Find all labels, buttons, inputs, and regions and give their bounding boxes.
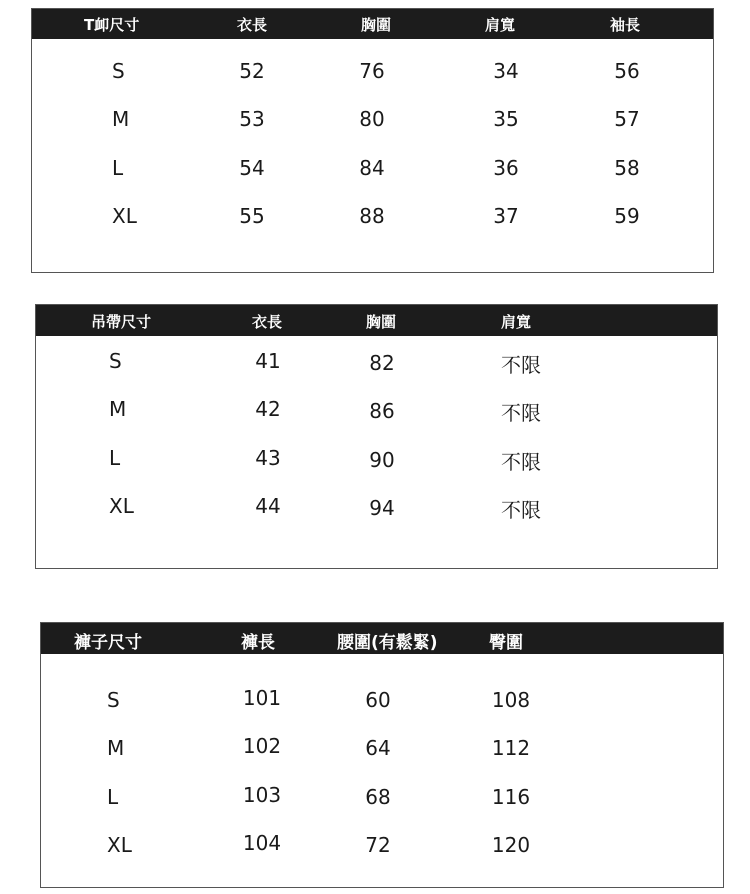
header-cell-waist: 腰圍(有鬆緊) <box>337 633 438 653</box>
size-label: S <box>107 688 120 712</box>
hip-value: 116 <box>491 785 531 809</box>
size-label: XL <box>109 494 134 518</box>
pants-size-table <box>40 622 724 888</box>
length-value: 54 <box>239 156 265 180</box>
sleeve-value: 56 <box>614 59 640 83</box>
header-cell-chest: 胸圍 <box>361 16 392 34</box>
shoulder-value: 35 <box>493 107 519 131</box>
size-label: M <box>112 107 130 131</box>
length-value: 52 <box>239 59 265 83</box>
chest-value: 90 <box>369 448 395 472</box>
header-cell-length: 衣長 <box>237 16 268 34</box>
strap-size-table <box>35 304 718 569</box>
sleeve-value: 59 <box>614 204 640 228</box>
hip-value: 112 <box>491 736 531 760</box>
pants-length-value: 101 <box>242 686 282 710</box>
pants-length-value: 103 <box>242 783 282 807</box>
header-cell-chest: 胸圍 <box>366 313 397 331</box>
size-label: L <box>112 156 124 180</box>
size-label: L <box>109 446 121 470</box>
size-label: L <box>107 785 119 809</box>
header-cell-shoulder: 肩寬 <box>501 313 532 331</box>
hip-value: 120 <box>491 833 531 857</box>
waist-value: 72 <box>365 833 391 857</box>
size-label: XL <box>112 204 137 228</box>
chest-value: 84 <box>359 156 385 180</box>
pants-length-value: 104 <box>242 831 282 855</box>
shoulder-value: 36 <box>493 156 519 180</box>
strap-table-header <box>36 305 717 336</box>
length-value: 55 <box>239 204 265 228</box>
shoulder-value: 37 <box>493 204 519 228</box>
length-value: 44 <box>255 494 281 518</box>
sleeve-value: 58 <box>614 156 640 180</box>
header-cell-size: T卹尺寸 <box>84 16 140 34</box>
shoulder-value: 不限 <box>501 450 541 474</box>
pants-length-value: 102 <box>242 734 282 758</box>
size-label: S <box>112 59 125 83</box>
hip-value: 108 <box>491 688 531 712</box>
header-cell-size: 吊帶尺寸 <box>91 313 152 331</box>
length-value: 43 <box>255 446 281 470</box>
chest-value: 86 <box>369 399 395 423</box>
waist-value: 64 <box>365 736 391 760</box>
shoulder-value: 34 <box>493 59 519 83</box>
waist-value: 60 <box>365 688 391 712</box>
chest-value: 80 <box>359 107 385 131</box>
size-label: M <box>107 736 125 760</box>
size-label: S <box>109 349 122 373</box>
length-value: 53 <box>239 107 265 131</box>
sleeve-value: 57 <box>614 107 640 131</box>
size-label: XL <box>107 833 132 857</box>
header-cell-shoulder: 肩寬 <box>485 16 516 34</box>
header-cell-size: 褲子尺寸 <box>74 633 142 653</box>
tshirt-size-table <box>31 8 714 273</box>
shoulder-value: 不限 <box>501 353 541 377</box>
header-cell-hip: 臀圍 <box>489 633 523 653</box>
chest-value: 94 <box>369 496 395 520</box>
length-value: 42 <box>255 397 281 421</box>
waist-value: 68 <box>365 785 391 809</box>
header-cell-length: 衣長 <box>252 313 283 331</box>
chest-value: 76 <box>359 59 385 83</box>
pants-table-header <box>41 623 723 654</box>
header-cell-pants-length: 褲長 <box>241 633 275 653</box>
shoulder-value: 不限 <box>501 401 541 425</box>
tshirt-table-header <box>32 9 713 39</box>
length-value: 41 <box>255 349 281 373</box>
header-cell-sleeve: 袖長 <box>610 16 641 34</box>
size-label: M <box>109 397 127 421</box>
chest-value: 82 <box>369 351 395 375</box>
shoulder-value: 不限 <box>501 498 541 522</box>
chest-value: 88 <box>359 204 385 228</box>
